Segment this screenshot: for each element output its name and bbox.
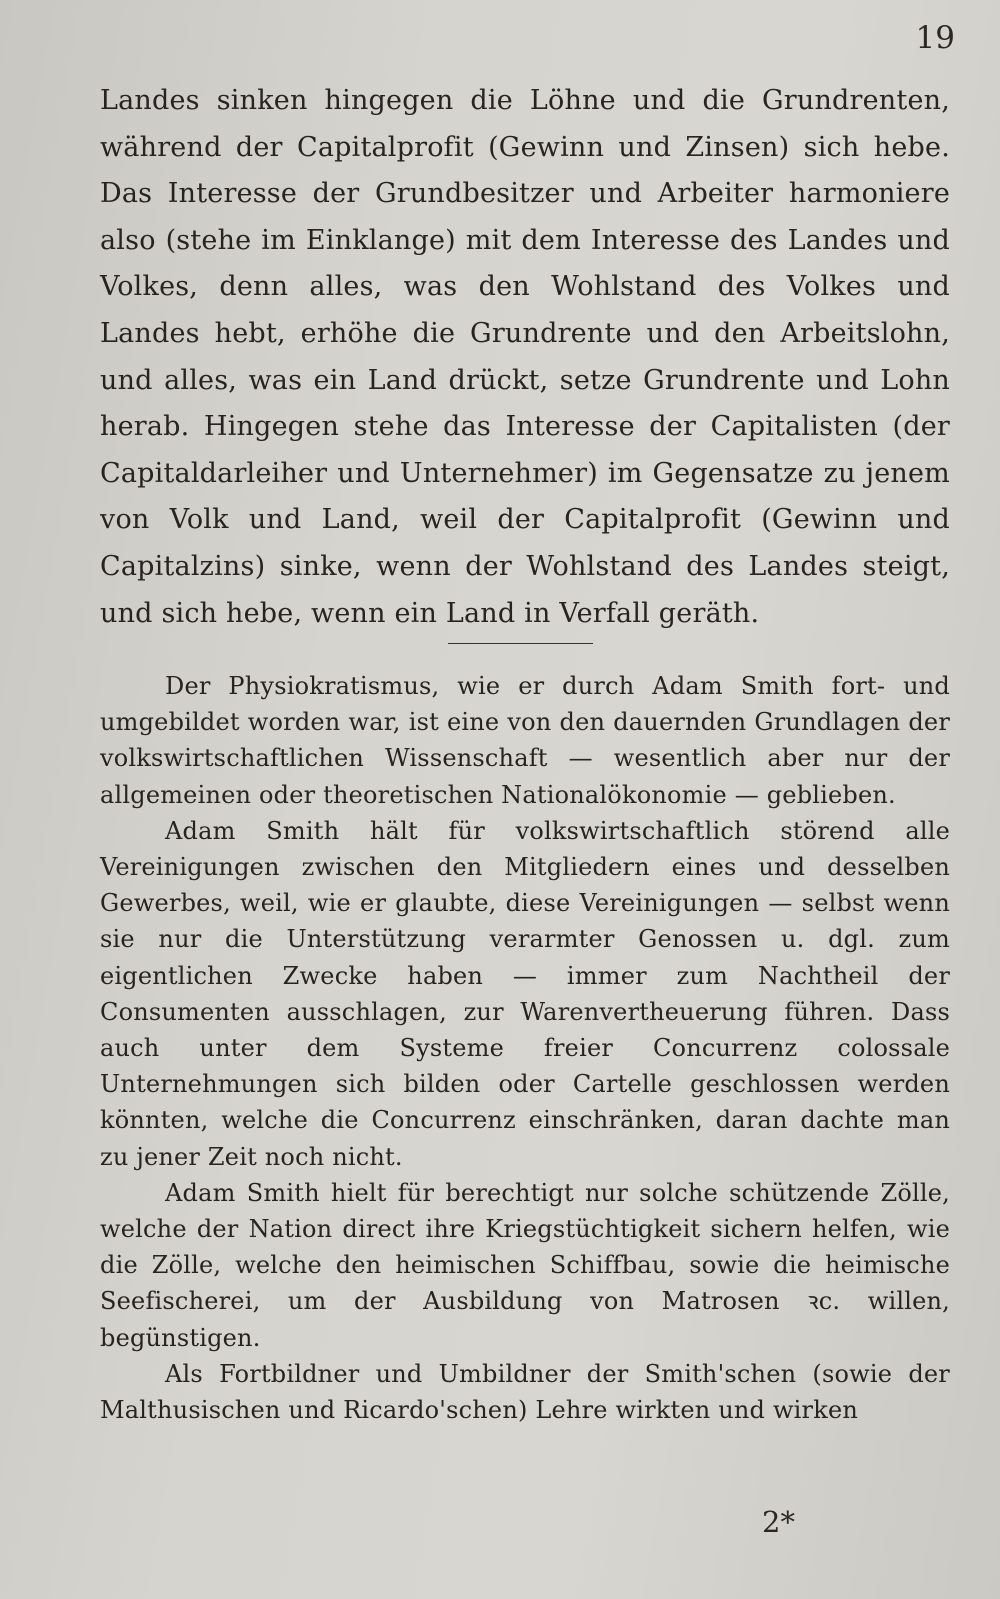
section-1 xyxy=(100,78,950,637)
paragraph: Adam Smith hielt für berechtigt nur solche schützende Zölle, welche der Nation direct ihre Kriegstüchtigkeit sichern helfen, wie die Zölle, welche den heimischen Schiffbau, sowie die heimische Seefischerei, um der Ausbildung von Matrosen ꝛc. willen, begünstigen. xyxy=(100,1178,950,1352)
paragraph: Als Fortbildner und Umbildner der Smith'schen (sowie der Malthusischen und Ricardo'schen) Lehre wirkten und wirken xyxy=(100,1359,950,1425)
section-divider xyxy=(448,643,593,644)
paragraph: Adam Smith hält für volkswirtschaftlich störend alle Vereinigungen zwischen den Mitgliedern eines und desselben Gewerbes, weil, wie er glaubte, diese Vereinigungen — selbst wenn sie nur die Unterstützung verarmter Genossen u. dgl. zum eigentlichen Zwecke haben — immer zum Nachtheil der Consumenten ausschlagen, zur Warenvertheuerung führen. Dass auch unter dem Systeme freier Concurrenz colossale Unternehmungen sich bilden oder Cartelle geschlossen werden könnten, welche die Concurrenz einschränken, daran dachte man zu jener Zeit noch nicht. xyxy=(100,816,950,1171)
paragraph: Der Physiokratismus, wie er durch Adam Smith fort- und umgebildet worden war, ist eine von den dauernden Grundlagen der volkswirtschaftlichen Wissenschaft — wesentlich aber nur der allgemeinen oder theoretischen Nationalökonomie — geblieben. xyxy=(100,672,950,809)
page-number: 19 xyxy=(915,20,955,56)
signature-mark: 2* xyxy=(762,1505,795,1539)
section-2 xyxy=(100,668,950,1428)
paragraph: Landes sinken hingegen die Löhne und die Grundrenten, während der Capitalprofit (Gewinn und Zinsen) sich hebe. Das Interesse der Grundbesitzer und Arbeiter harmoniere also (stehe im Einklange) mit dem Interesse des Landes und Volkes, denn alles, was den Wohlstand des Volkes und Landes hebt, erhöhe die Grundrente und den Arbeitslohn, und alles, was ein Land drückt, setze Grundrente und Lohn herab. Hingegen stehe das Interesse der Capitalisten (der Capitaldarleiher und Unternehmer) im Gegensatze zu jenem von Volk und Land, weil der Capitalprofit (Gewinn und Capitalzins) sinke, wenn der Wohlstand des Landes steigt, und sich hebe, wenn ein Land in Verfall geräth. xyxy=(100,85,950,629)
